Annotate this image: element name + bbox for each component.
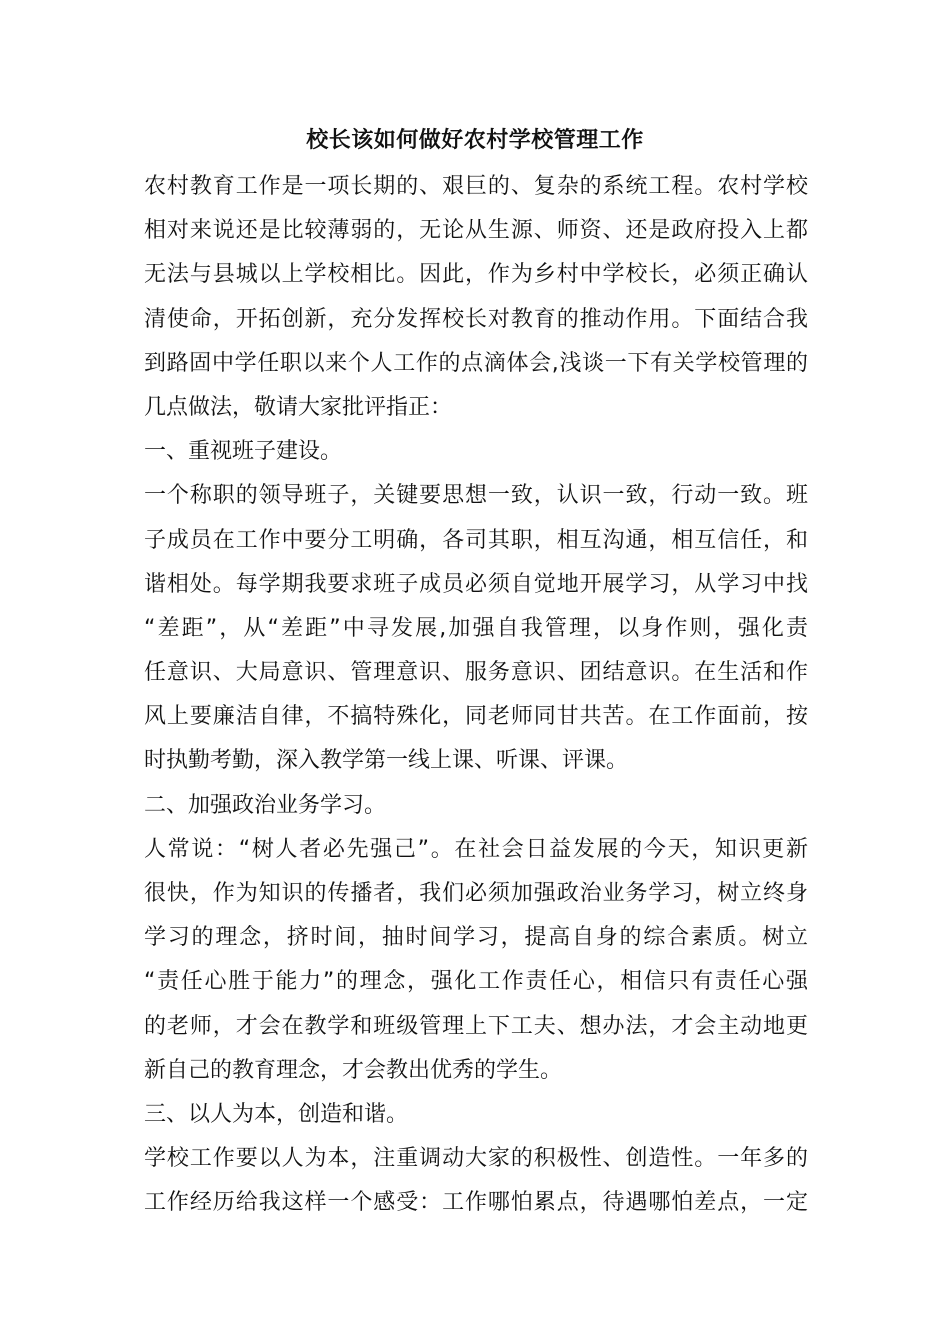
paragraph-line: 无法与县城以上学校相比。因此，作为乡村中学校长，必须正确认 bbox=[144, 262, 808, 288]
paragraph-line: 风上要廉洁自律，不搞特殊化，同老师同甘共苦。在工作面前，按 bbox=[144, 704, 808, 730]
document-title: 校长该如何做好农村学校管理工作 bbox=[306, 128, 644, 153]
paragraph-line: 任意识、大局意识、管理意识、服务意识、团结意识。在生活和作 bbox=[144, 660, 808, 686]
document-body bbox=[144, 165, 808, 1226]
section-heading: 三、以人为本，创造和谐。 bbox=[144, 1101, 409, 1127]
paragraph-line: 时执勤考勤，深入教学第一线上课、听课、评课。 bbox=[144, 748, 629, 774]
paragraph-line: 很快，作为知识的传播者，我们必须加强政治业务学习，树立终身 bbox=[144, 881, 808, 906]
paragraph-line: 谐相处。每学期我要求班子成员必须自觉地开展学习，从学习中找 bbox=[144, 571, 808, 597]
paragraph-line: 学习的理念，挤时间，抽时间学习，提高自身的综合素质。树立 bbox=[144, 925, 808, 951]
paragraph-line: 子成员在工作中要分工明确，各司其职，相互沟通，相互信任，和 bbox=[144, 527, 808, 553]
paragraph-line: 工作经历给我这样一个感受：工作哪怕累点，待遇哪怕差点，一定 bbox=[144, 1190, 808, 1216]
paragraph-line: 到路固中学任职以来个人工作的点滴体会,浅谈一下有关学校管理的 bbox=[144, 350, 808, 376]
paragraph-line: 的老师，才会在教学和班级管理上下工夫、想办法，才会主动地更 bbox=[144, 1013, 808, 1039]
paragraph-line: 新自己的教育理念，才会教出优秀的学生。 bbox=[144, 1057, 563, 1083]
paragraph-line: 相对来说还是比较薄弱的，无论从生源、师资、还是政府投入上都 bbox=[144, 218, 808, 244]
paragraph-line: 人常说：“树人者必先强己”。在社会日益发展的今天，知识更新 bbox=[144, 836, 808, 862]
paragraph-line: 几点做法，敬请大家批评指正： bbox=[144, 394, 453, 420]
paragraph-line: 一个称职的领导班子，关键要思想一致，认识一致，行动一致。班 bbox=[144, 483, 808, 509]
paragraph-line: “差距”，从“差距”中寻发展,加强自我管理，以身作则，强化责 bbox=[144, 615, 808, 641]
paragraph-line: 学校工作要以人为本，注重调动大家的积极性、创造性。一年多的 bbox=[144, 1146, 808, 1172]
section-heading: 一、重视班子建设。 bbox=[144, 439, 343, 465]
paragraph-line: 清使命，开拓创新，充分发挥校长对教育的推动作用。下面结合我 bbox=[144, 306, 808, 332]
section-heading: 二、加强政治业务学习。 bbox=[144, 792, 387, 818]
paragraph-line: 农村教育工作是一项长期的、艰巨的、复杂的系统工程。农村学校 bbox=[144, 174, 808, 199]
paragraph-line: “责任心胜于能力”的理念，强化工作责任心，相信只有责任心强 bbox=[144, 969, 808, 995]
